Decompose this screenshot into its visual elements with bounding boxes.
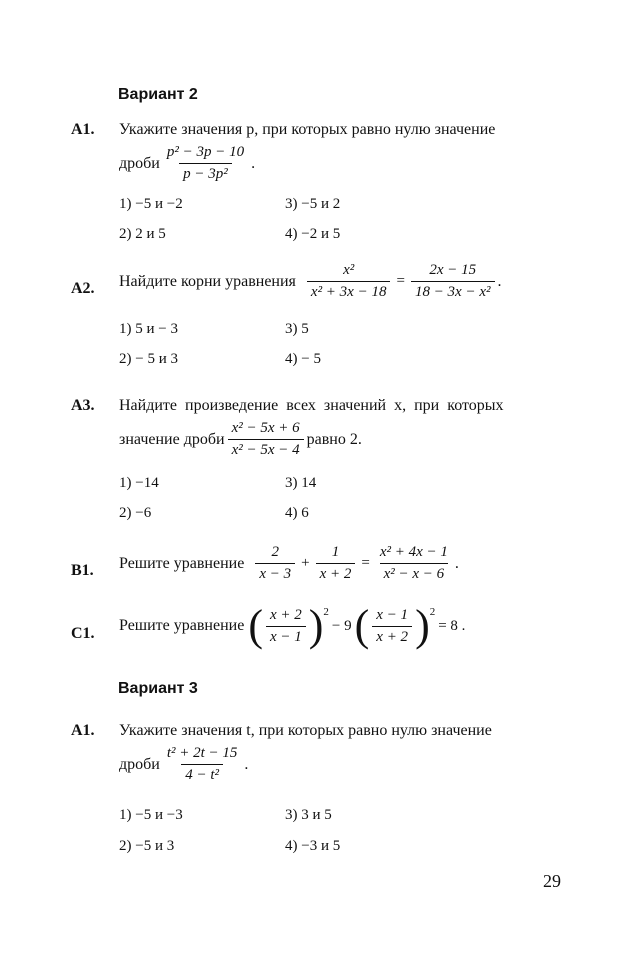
a3-option-1: 1) −14	[119, 475, 159, 491]
v3-a1-option-4: 4) −3 и 5	[285, 838, 341, 854]
c1-close-paren-1: )	[308, 601, 324, 650]
a3-numerator: x² − 5x + 6	[231, 420, 300, 436]
a1-option-4: 4) −2 и 5	[285, 226, 341, 242]
a1-numerator: p² − 3p − 10	[166, 144, 245, 160]
a3-option-3: 3) 14	[285, 475, 317, 491]
v3-a1-fraction-line	[119, 745, 248, 784]
a1-fraction	[163, 144, 248, 183]
a1-option-1: 1) −5 и −2	[119, 196, 183, 212]
b1-fraction-3	[376, 544, 452, 583]
a1-label: A1.	[71, 121, 95, 138]
a3-label: A3.	[71, 397, 95, 414]
b1-f3-denominator: x² − x − 6	[380, 563, 449, 583]
b1-f2-numerator: 1	[331, 544, 340, 560]
b1-equation-line	[119, 544, 459, 583]
b1-question: Решите уравнение	[119, 554, 245, 572]
a2-equals: =	[396, 273, 405, 289]
a2-period: .	[497, 272, 502, 290]
a3-fraction	[228, 420, 304, 459]
a2-option-4: 4) − 5	[285, 351, 321, 367]
v3-a1-period: .	[244, 755, 249, 773]
v3-a1-lead: дроби	[119, 755, 160, 773]
c1-bracket-2	[354, 601, 436, 650]
a2-left-denominator: x² + 3x − 18	[307, 281, 391, 301]
v3-a1-option-2: 2) −5 и 3	[119, 838, 175, 854]
a3-fraction-line	[119, 420, 362, 459]
b1-f2-denominator: x + 2	[316, 563, 356, 583]
b1-f3-numerator: x² + 4x − 1	[379, 544, 448, 560]
a2-fraction-right	[411, 262, 495, 301]
c1-fraction-2	[372, 607, 412, 646]
v3-a1-option-1: 1) −5 и −3	[119, 807, 183, 823]
a2-option-3: 3) 5	[285, 321, 309, 337]
b1-fraction-1	[255, 544, 295, 583]
a2-left-numerator: x²	[343, 262, 355, 278]
a3-option-4: 4) 6	[285, 505, 309, 521]
a3-denominator: x² − 5x − 4	[228, 439, 304, 459]
a1-question: Укажите значения p, при которых равно нулю значение	[119, 121, 496, 138]
c1-exponent-2: 2	[429, 606, 436, 618]
page-number: 29	[543, 871, 561, 891]
c1-minus-nine: − 9	[331, 617, 352, 634]
b1-f1-denominator: x − 3	[255, 563, 295, 583]
a2-right-denominator: 18 − 3x − x²	[411, 281, 495, 301]
b1-period: .	[454, 554, 459, 572]
a3-tail: равно 2.	[306, 430, 362, 448]
variant-2-heading: Вариант 2	[118, 86, 198, 103]
a2-option-2: 2) − 5 и 3	[119, 351, 178, 367]
v3-a1-option-3: 3) 3 и 5	[285, 807, 332, 823]
a1-period: .	[251, 154, 256, 172]
v3-a1-fraction	[163, 745, 242, 784]
a2-label: A2.	[71, 280, 95, 297]
c1-fraction-1	[266, 607, 306, 646]
a1-lead: дроби	[119, 154, 160, 172]
a2-equation-line	[119, 262, 502, 301]
a3-option-2: 2) −6	[119, 505, 152, 521]
variant-3-heading: Вариант 3	[118, 680, 198, 697]
v3-a1-numerator: t² + 2t − 15	[166, 745, 238, 761]
c1-f2-numerator: x − 1	[376, 606, 409, 623]
c1-equation-line	[119, 601, 468, 650]
a3-question: Найдите произведение всех значений x, при которых	[119, 397, 504, 414]
c1-bracket-1	[248, 601, 329, 650]
c1-close-paren-2: )	[415, 601, 430, 650]
v3-a1-denominator: 4 − t²	[181, 764, 223, 784]
a2-option-1: 1) 5 и − 3	[119, 321, 178, 337]
c1-label: C1.	[71, 625, 95, 642]
a2-question: Найдите корни уравнения	[119, 272, 296, 290]
b1-plus: +	[301, 555, 310, 571]
b1-label: B1.	[71, 562, 94, 579]
c1-f1-denominator: x − 1	[266, 626, 306, 646]
a3-lead: значение дроби	[119, 430, 225, 448]
b1-equals: =	[361, 555, 370, 571]
c1-exponent-1: 2	[323, 606, 329, 618]
a1-option-2: 2) 2 и 5	[119, 226, 166, 242]
v3-a1-question: Укажите значения t, при которых равно нулю значение	[119, 722, 492, 739]
b1-f1-numerator: 2	[271, 544, 279, 560]
c1-open-paren-1: (	[248, 601, 263, 650]
c1-f1-numerator: x + 2	[269, 606, 302, 623]
a2-right-numerator: 2x − 15	[429, 262, 477, 278]
c1-open-paren-2: (	[354, 601, 370, 650]
b1-fraction-2	[316, 544, 356, 583]
a1-denominator: p − 3p²	[179, 163, 232, 183]
c1-question: Решите уравнение	[119, 617, 245, 634]
c1-f2-denominator: x + 2	[372, 626, 412, 646]
c1-rhs: = 8 .	[438, 617, 466, 634]
a1-option-3: 3) −5 и 2	[285, 196, 341, 212]
a1-fraction-line	[119, 144, 255, 183]
a2-fraction-left	[307, 262, 391, 301]
v3-a1-label: A1.	[71, 722, 95, 739]
